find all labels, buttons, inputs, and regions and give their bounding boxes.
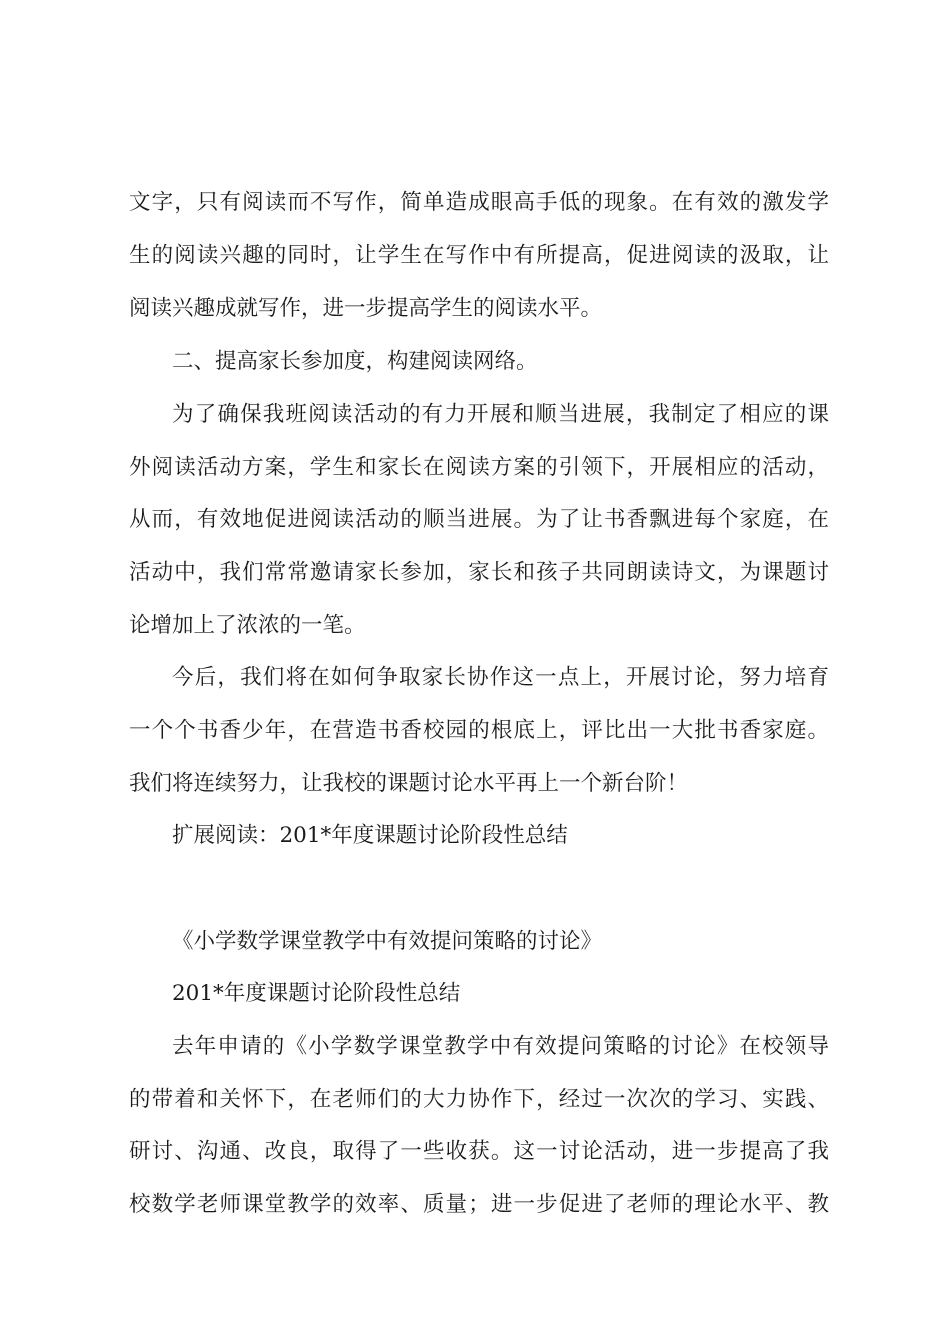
paragraph-2-line-3: 从而，有效地促进阅读活动的顺当进展。为了让书香飘进每个家庭，在 (129, 507, 829, 532)
paragraph-1-line-3: 阅读兴趣成就写作，进一步提高学生的阅读水平。 (129, 296, 603, 321)
paragraph-2-line-1: 为了确保我班阅读活动的有力开展和顺当进展，我制定了相应的课 (172, 402, 829, 427)
paragraph-2-line-2: 外阅读活动方案，学生和家长在阅读方案的引领下，开展相应的活动， (129, 455, 829, 480)
paragraph-2-line-5: 论增加上了浓浓的一笔。 (129, 613, 366, 638)
paragraph-4-line-4: 校数学老师课堂教学的效率、质量；进一步促进了老师的理论水平、教 (129, 1192, 829, 1217)
report-subtitle: 201*年度课题讨论阶段性总结 (172, 981, 461, 1006)
paragraph-1-line-1: 文字，只有阅读而不写作，简单造成眼高手低的现象。在有效的激发学 (129, 190, 829, 215)
paragraph-1-line-2: 生的阅读兴趣的同时，让学生在写作中有所提高，促进阅读的汲取，让 (129, 243, 829, 268)
paragraph-4-line-1: 去年申请的《小学数学课堂教学中有效提问策略的讨论》在校领导 (172, 1034, 829, 1059)
paragraph-3-line-2: 一个个书香少年，在营造书香校园的根底上，评比出一大批书香家庭。 (129, 718, 829, 743)
report-title: 《小学数学课堂教学中有效提问策略的讨论》 (172, 929, 603, 954)
paragraph-2-line-4: 活动中，我们常常邀请家长参加，家长和孩子共同朗读诗文，为课题讨 (129, 560, 829, 585)
paragraph-3-line-3: 我们将连续努力，让我校的课题讨论水平再上一个新台阶！ (129, 771, 689, 796)
section-heading: 二、提高家长参加度，构建阅读网络。 (172, 349, 538, 374)
paragraph-3-line-1: 今后，我们将在如何争取家长协作这一点上，开展讨论，努力培育 (172, 665, 829, 690)
paragraph-4-line-2: 的带着和关怀下，在老师们的大力协作下，经过一次次的学习、实践、 (129, 1087, 829, 1112)
paragraph-4-line-3: 研讨、沟通、改良，取得了一些收获。这一讨论活动，进一步提高了我 (129, 1139, 829, 1164)
extended-reading-link: 扩展阅读：201*年度课题讨论阶段性总结 (172, 823, 568, 848)
